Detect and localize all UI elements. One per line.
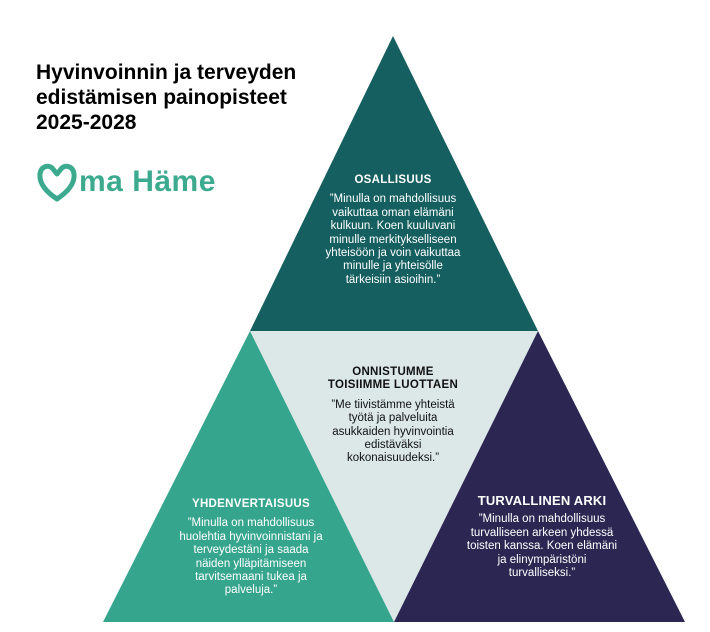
logo-text: ma Häme [79,165,216,198]
onnistumme-text: ”Me tiivistämme yhteistä työtä ja palveluita asukkaiden hyvinvointia edistäväksi kokonaisuudeksi.” [331,398,455,465]
onnistumme-title: ONNISTUMME TOISIIMME LUOTTAEN [327,366,459,392]
osallisuus-text: ”Minulla on mahdollisuus vaikuttaa oman elämäni kulkuun. Koen kuuluvani minulle merkitykselliseen yhteisöön ja voin vaikuttaa minulle ja yhteisölle tärkeisiin asioihin.” [325,193,461,286]
osallisuus-title: OSALLISUUS [354,174,432,186]
heading-line-2: edistämisen painopisteet [36,86,287,109]
block-onnistumme [322,366,464,466]
turvallinen-arki-title: TURVALLINEN ARKI [477,493,607,508]
turvallinen-arki-text: ”Minulla on mahdollisuus turvalliseen arkeen yhdessä toisten kanssa. Koen elämäni ja elinympäristöni turvalliseksi.” [466,513,618,580]
yhdenvertaisuus-title: YHDENVERTAISUUS [191,498,311,510]
block-yhdenvertaisuus [176,498,326,598]
heading-line-3: 2025-2028 [36,111,137,134]
heading-line-1: Hyvinvoinnin ja terveyden [36,61,297,84]
block-osallisuus [320,174,466,287]
yhdenvertaisuus-text: ”Minulla on mahdollisuus huolehtia hyvinvoinnistani ja terveydestäni ja saada näiden ylläpitämiseen tarvitsemaani tukea ja palveluja.” [179,517,323,597]
block-turvallinen-arki [464,494,620,580]
